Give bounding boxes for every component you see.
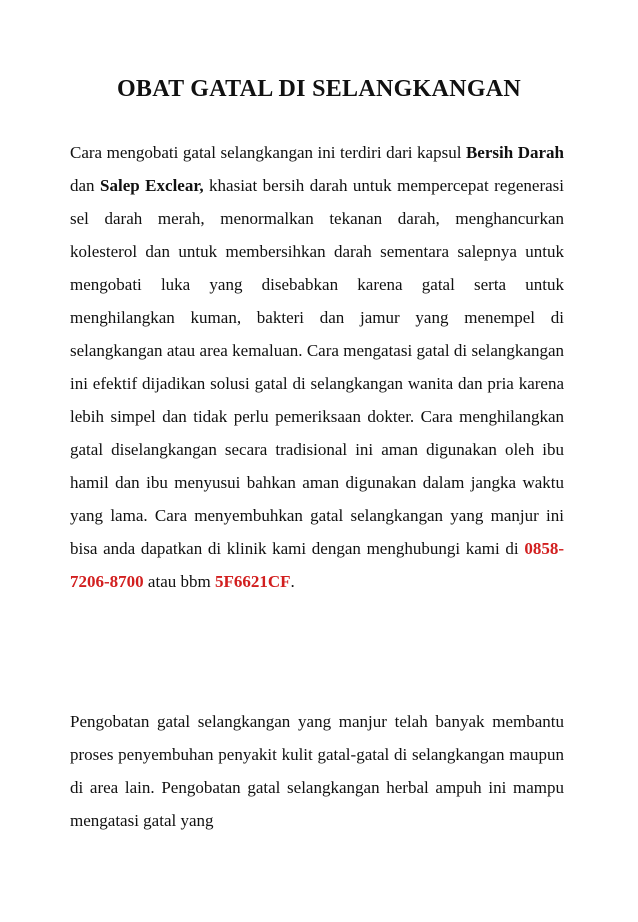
page-title: OBAT GATAL DI SELANGKANGAN: [116, 76, 522, 102]
phone-number: 0858-7206-8700: [70, 539, 564, 591]
paragraph-1-text-c: khasiat bersih darah untuk mempercepat regenerasi sel darah merah, menormalkan tekanan darah, menghancurkan kolesterol dan untuk membersihkan darah sementara salepnya untuk mengobati luka yang disebabkan karena gatal serta untuk menghilangkan kuman, bakteri dan jamur yang menempel di selangkangan atau area kemaluan. Cara mengatasi gatal di selangkangan ini efektif dijadikan solusi gatal di selangkangan wanita dan pria karena lebih simpel dan tidak perlu pemeriksaan dokter. Cara menghilangkan gatal diselangkangan secara tradisional ini aman digunakan oleh ibu hamil dan ibu menyusui bahkan aman digunakan dalam jangka waktu yang lama. Cara menyembuhkan gatal selangkangan yang manjur ini bisa anda dapatkan di klinik kami dengan menghubungi kami di: [70, 176, 564, 558]
paragraph-1-text-d: atau bbm: [143, 572, 215, 591]
paragraph-1-text-e: .: [290, 572, 295, 591]
bbm-pin: 5F6621CF: [214, 572, 291, 591]
paragraph-2: Pengobatan gatal selangkangan yang manjur telah banyak membantu proses penyembuhan penyakit kulit gatal-gatal di selangkangan maupun di area lain. Pengobatan gatal selangkangan herbal ampuh ini mampu mengatasi gatal yang: [70, 712, 564, 830]
product-name-bersih-darah: Bersih Darah: [465, 143, 564, 162]
paragraph-1-text-b: dan: [70, 176, 101, 195]
paragraph-1-text-a: Cara mengobati gatal selangkangan ini terdiri dari kapsul: [70, 143, 466, 162]
product-name-salep-exclear: Salep Exclear,: [100, 176, 204, 195]
paragraph-1: [70, 136, 564, 598]
